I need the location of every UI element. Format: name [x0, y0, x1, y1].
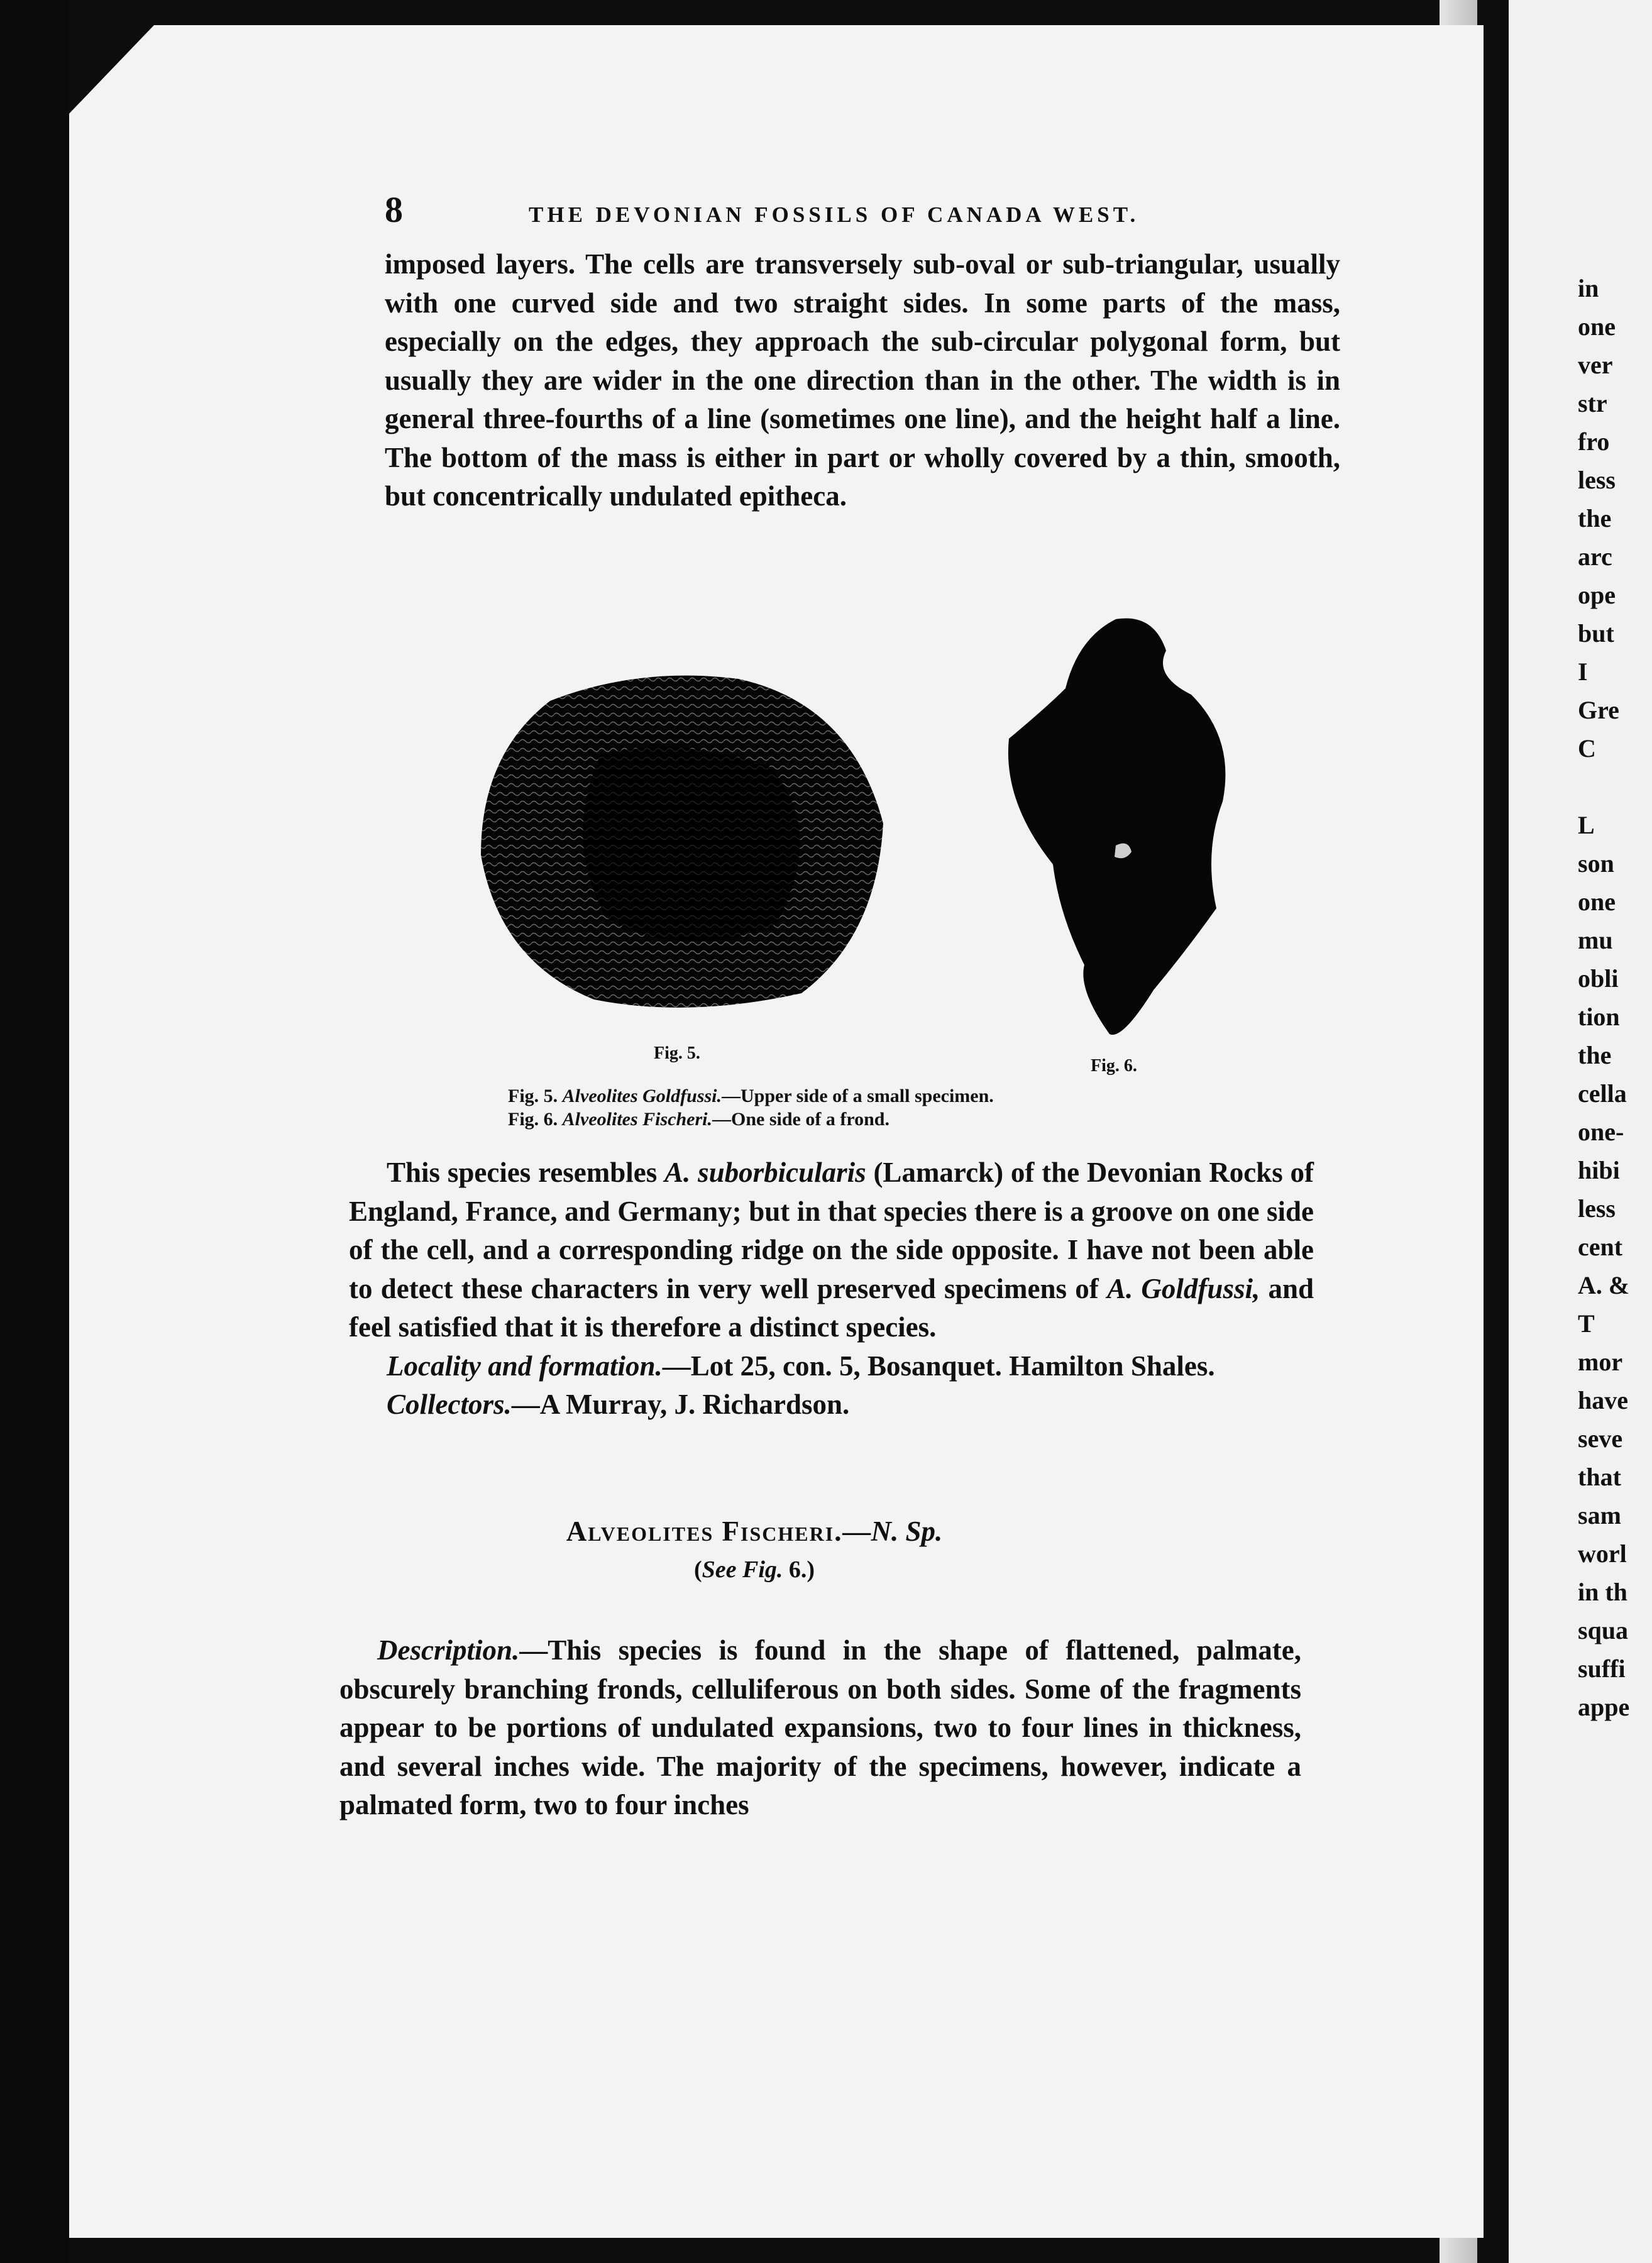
- locality-paragraph: [349, 1347, 1314, 1386]
- species-name-goldfussi: A. Goldfussi,: [1106, 1272, 1260, 1304]
- caption-fig5-number: Fig. 5.: [508, 1086, 558, 1106]
- facing-page-line: fro: [1578, 427, 1610, 456]
- fig5-specimen-image: [475, 666, 896, 1012]
- facing-page-line: the: [1578, 504, 1612, 532]
- top-paragraph: imposed layers. The cells are transversely sub-oval or sub-triangular, usually with one curved side and two straight sides. In some parts of the mass, especially on the edges, they approach the sub-circular polygonal form, but usually they are wider in the one direction than in the other. The width is in general three-fourths of a line (sometimes one line), and the height half a line. The bottom of the mass is either in part or wholly covered by a thin, smooth, but concentrically undulated epitheca.: [385, 248, 1340, 512]
- description-text: —This species is found in the shape of flattened, palmate, obscurely branching fronds, celluliferous on both sides. Some of the fragments appear to be portions of undulated expansions, two to four lines in thickness, and several inches wide. The majority of the specimens, however, indicate a palmated form, two to four inches: [339, 1634, 1301, 1820]
- facing-page-line: L: [1578, 811, 1595, 839]
- running-title: THE DEVONIAN FOSSILS OF CANADA WEST.: [529, 202, 1140, 227]
- description-label: Description.: [377, 1634, 520, 1666]
- species-name-suborbicularis: A. suborbicularis: [664, 1157, 866, 1188]
- page-number: 8: [385, 189, 403, 230]
- top-paragraph-block: [385, 245, 1340, 516]
- facing-page-line: cella: [1578, 1079, 1627, 1108]
- facing-page-line: one: [1578, 888, 1616, 916]
- facing-page-line: but: [1578, 619, 1614, 647]
- caption-fig6-number: Fig. 6.: [508, 1109, 558, 1130]
- see-open: (: [693, 1556, 702, 1583]
- facing-page-line: tion: [1578, 1003, 1620, 1031]
- facing-page-line: squa: [1578, 1616, 1629, 1644]
- facing-page-line: appe: [1578, 1693, 1630, 1721]
- facing-page-line: that: [1578, 1463, 1621, 1491]
- facing-page-line: less: [1578, 1194, 1616, 1223]
- caption-fig5-species: Alveolites Goldfussi.: [562, 1086, 722, 1106]
- facing-page-line: sam: [1578, 1501, 1621, 1529]
- fig6-label: Fig. 6.: [1091, 1056, 1137, 1076]
- facing-page-line: cent: [1578, 1233, 1623, 1261]
- species-comparison-paragraph: [349, 1154, 1314, 1347]
- paragraph-text: This species resembles: [387, 1157, 665, 1188]
- caption-fig6-text: —One side of a frond.: [712, 1109, 889, 1130]
- facing-page-line: the: [1578, 1041, 1612, 1069]
- facing-page-line: less: [1578, 466, 1616, 494]
- facing-page-line: obli: [1578, 964, 1619, 993]
- facing-page-line: seve: [1578, 1424, 1623, 1453]
- caption-fig6-species: Alveolites Fischeri.: [562, 1109, 712, 1130]
- paragraph-text: (Lamarck) of the Devonian Rocks of England, France, and Germany; but in that species there is a groove on one side of the cell, and a corresponding ridge on the side opposite. I have not been able to detect these characters in very well preserved specimens of: [349, 1157, 1314, 1304]
- facing-page-line: C: [1578, 734, 1596, 763]
- facing-page-line: mor: [1578, 1348, 1623, 1376]
- facing-page-line: T: [1578, 1309, 1595, 1338]
- facing-page-line: in th: [1578, 1578, 1627, 1606]
- facing-page-line: I: [1578, 658, 1588, 686]
- see-close: 6.): [783, 1556, 815, 1583]
- facing-page-line: A. &: [1578, 1271, 1630, 1299]
- locality-text: —Lot 25, con. 5, Bosanquet. Hamilton Shales.: [662, 1350, 1215, 1382]
- facing-page-line: worl: [1578, 1539, 1627, 1568]
- caption-fig5-text: —Upper side of a small specimen.: [722, 1086, 994, 1106]
- scan-border-left: [0, 0, 69, 2263]
- facing-page-line: [1578, 768, 1652, 806]
- facing-page-line: ver: [1578, 351, 1613, 379]
- species-heading-suffix: —N. Sp.: [842, 1516, 943, 1547]
- collectors-label: Collectors.: [387, 1389, 512, 1420]
- caption-line-fig5: [508, 1084, 1168, 1108]
- facing-page-line: one-: [1578, 1118, 1624, 1146]
- facing-page-text-fragments: [1578, 269, 1652, 1726]
- facing-page-line: Gre: [1578, 696, 1619, 724]
- facing-page-line: arc: [1578, 542, 1612, 571]
- running-head: [385, 189, 1214, 231]
- locality-label: Locality and formation.: [387, 1350, 663, 1382]
- facing-page-line: str: [1578, 389, 1607, 417]
- description-paragraph: [339, 1631, 1301, 1825]
- collectors-paragraph: [349, 1385, 1314, 1424]
- figure-caption: [508, 1084, 1168, 1131]
- species-heading-name: Alveolites Fischeri.: [566, 1516, 843, 1547]
- species-heading: [440, 1515, 1069, 1548]
- fig5-label: Fig. 5.: [654, 1043, 700, 1063]
- collectors-text: —A Murray, J. Richardson.: [511, 1389, 850, 1420]
- facing-page-line: mu: [1578, 926, 1613, 954]
- facing-page-line: have: [1578, 1386, 1628, 1414]
- fig6-specimen-image: [996, 613, 1235, 1040]
- see-figure-reference: [440, 1556, 1069, 1583]
- paragraph-text: and feel satisfied that it is therefore a distinct species.: [349, 1272, 1314, 1343]
- facing-page-line: hibi: [1578, 1156, 1620, 1184]
- facing-page-line: ope: [1578, 581, 1616, 609]
- facing-page-line: one: [1578, 312, 1616, 341]
- facing-page-line: suffi: [1578, 1655, 1626, 1683]
- see-italic: See Fig.: [702, 1556, 783, 1583]
- species-discussion-block: [349, 1154, 1314, 1424]
- caption-line-fig6: [508, 1108, 1168, 1131]
- facing-page-line: in: [1578, 274, 1599, 302]
- facing-page-line: son: [1578, 849, 1614, 878]
- description-block: [339, 1631, 1301, 1825]
